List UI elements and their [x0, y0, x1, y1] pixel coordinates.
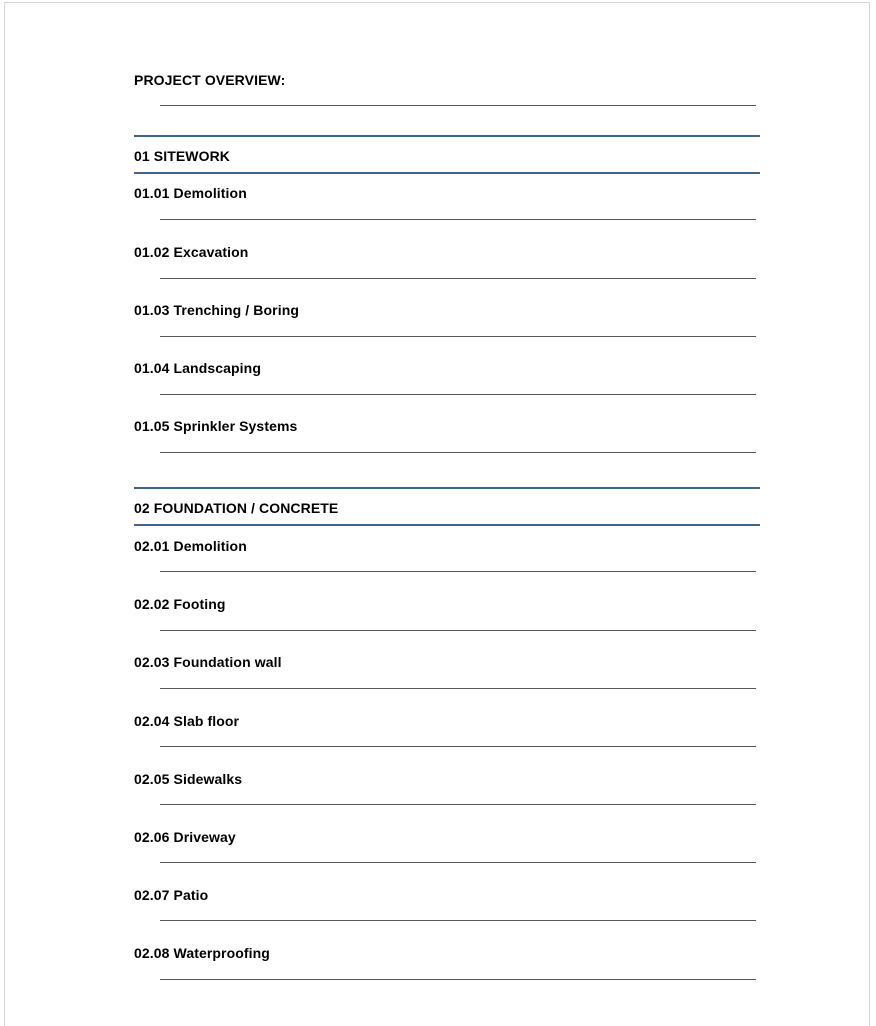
- item-01-05-label: 01.05 Sprinkler Systems: [134, 418, 298, 434]
- item-02-01-answer-line[interactable]: [160, 571, 756, 572]
- project-overview-answer-line[interactable]: [160, 105, 756, 106]
- item-02-02-label: 02.02 Footing: [134, 596, 226, 612]
- item-02-06-answer-line[interactable]: [160, 862, 756, 863]
- item-01-05-answer-line[interactable]: [160, 452, 756, 453]
- item-02-01-label: 02.01 Demolition: [134, 538, 247, 554]
- section-01-bottom-rule: [134, 172, 760, 174]
- section-02-top-rule: [134, 487, 760, 489]
- item-01-01-label: 01.01 Demolition: [134, 185, 247, 201]
- item-01-04-label: 01.04 Landscaping: [134, 360, 261, 376]
- item-01-04-answer-line[interactable]: [160, 394, 756, 395]
- item-02-02-answer-line[interactable]: [160, 630, 756, 631]
- item-02-04-answer-line[interactable]: [160, 746, 756, 747]
- item-02-08-label: 02.08 Waterproofing: [134, 945, 270, 961]
- project-overview-label: PROJECT OVERVIEW:: [134, 72, 286, 88]
- item-01-02-answer-line[interactable]: [160, 278, 756, 279]
- item-02-06-label: 02.06 Driveway: [134, 829, 236, 845]
- section-01-title: 01 SITEWORK: [134, 148, 231, 164]
- item-02-04-label: 02.04 Slab floor: [134, 713, 240, 729]
- item-02-07-label: 02.07 Patio: [134, 887, 209, 903]
- section-01-top-rule: [134, 135, 760, 137]
- item-01-02-label: 01.02 Excavation: [134, 244, 249, 260]
- item-02-03-answer-line[interactable]: [160, 688, 756, 689]
- item-02-05-label: 02.05 Sidewalks: [134, 771, 243, 787]
- item-02-05-answer-line[interactable]: [160, 804, 756, 805]
- section-02-title: 02 FOUNDATION / CONCRETE: [134, 500, 339, 516]
- item-02-07-answer-line[interactable]: [160, 920, 756, 921]
- document-page: [4, 2, 870, 1026]
- item-01-03-label: 01.03 Trenching / Boring: [134, 302, 299, 318]
- item-01-03-answer-line[interactable]: [160, 336, 756, 337]
- item-02-03-label: 02.03 Foundation wall: [134, 654, 282, 670]
- item-01-01-answer-line[interactable]: [160, 219, 756, 220]
- item-02-08-answer-line[interactable]: [160, 979, 756, 980]
- section-02-bottom-rule: [134, 524, 760, 526]
